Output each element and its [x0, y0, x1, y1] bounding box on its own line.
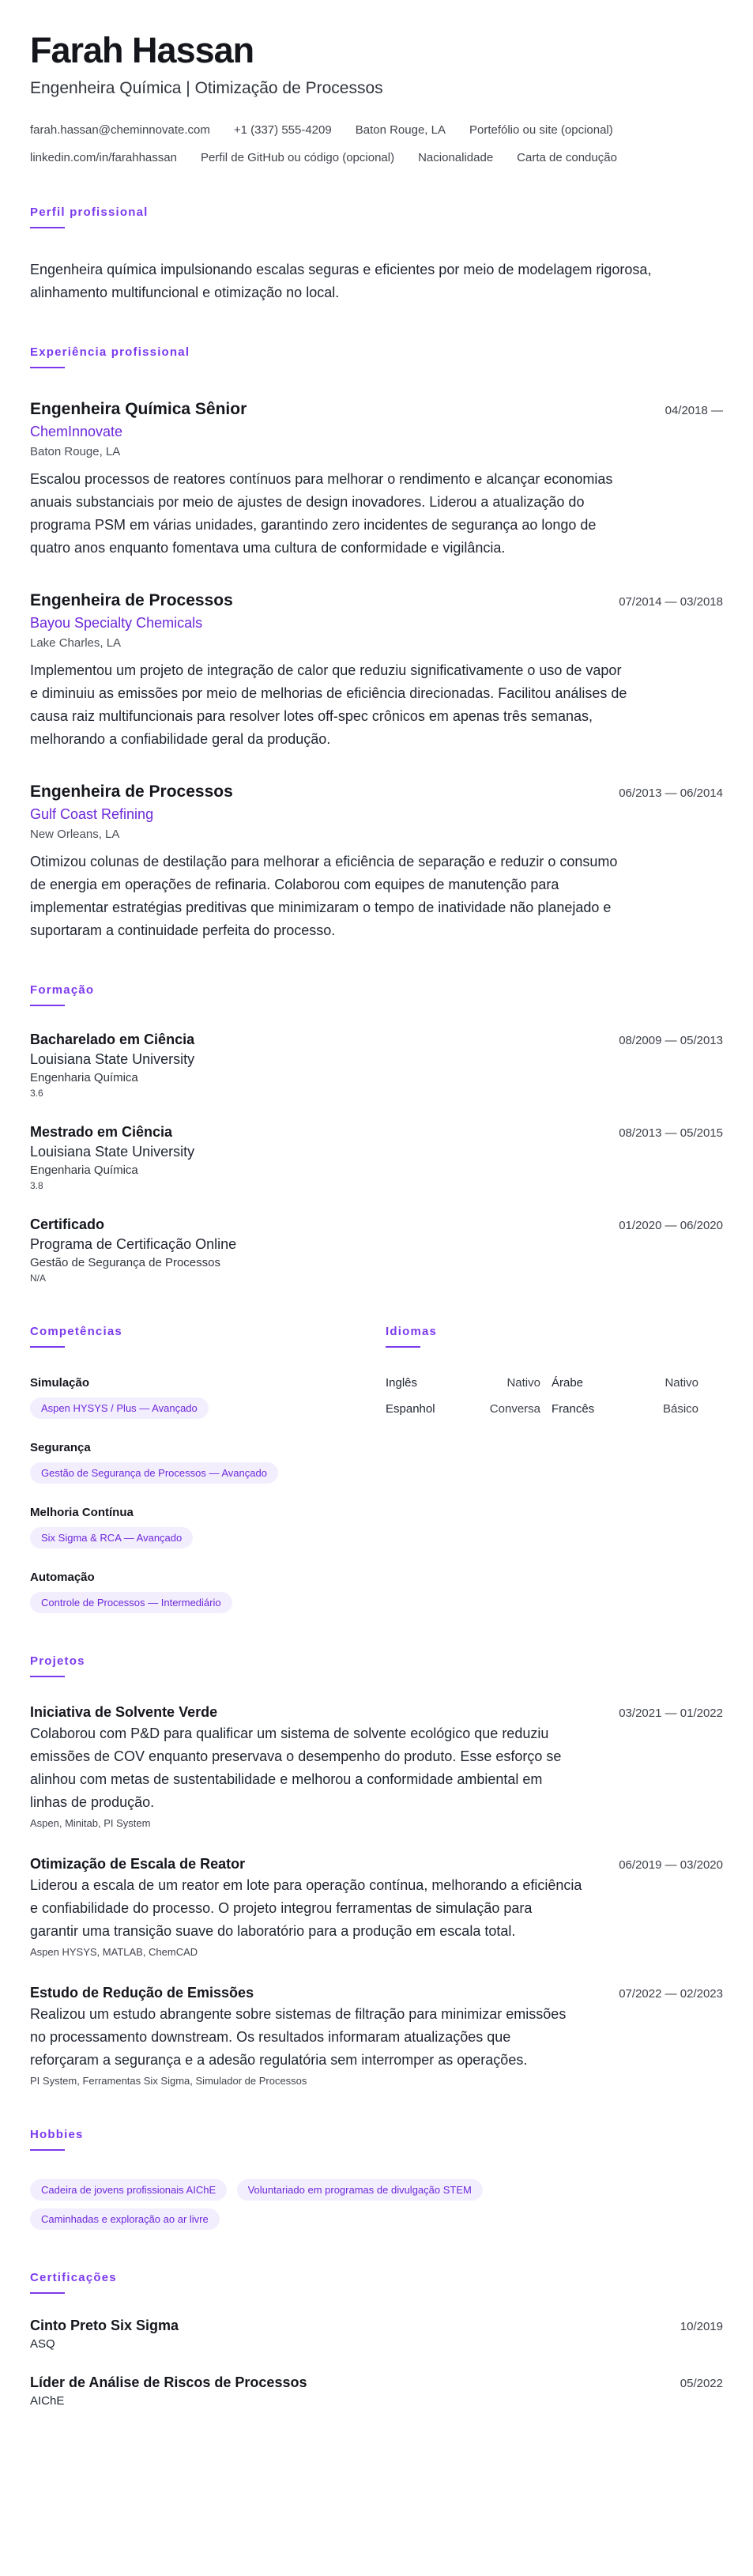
certification-date: 05/2022: [680, 2377, 723, 2390]
skill-pill: Gestão de Segurança de Processos — Avançado: [30, 1462, 278, 1484]
hobby-pill: Voluntariado em programas de divulgação STEM: [237, 2179, 483, 2201]
company-name: ChemInnovate: [30, 424, 123, 439]
certification-date: 10/2019: [680, 2320, 723, 2333]
section-divider: [30, 2149, 65, 2151]
certification-issuer: AIChE: [30, 2394, 65, 2408]
language-level: Nativo: [665, 1376, 698, 1390]
contact-nationality: Nacionalidade: [418, 151, 494, 164]
skill-category: Melhoria Contínua: [30, 1506, 134, 1519]
job-description: Otimizou colunas de destilação para melhorar a eficiência de separação e reduzir o consumo de energia em operações de refinaria. Colaborou com equipes de manutenção para implementar estratégias preditivas que minimizaram o tempo de inatividade não planejado e suportaram a continuidade perfeita do processo.: [30, 854, 618, 938]
hobbies-list: [30, 2171, 631, 2230]
section-title-experience: Experiência profissional: [30, 345, 190, 359]
section-divider: [30, 367, 65, 368]
project-description: Realizou um estudo abrangente sobre sistemas de filtração para minimizar emissões no processamento downstream. Os resultados informaram atualizações que reforçaram a segurança e a adesão regulatória sem interromper as operações.: [30, 2006, 567, 2068]
project-dates: 07/2022 — 02/2023: [619, 1987, 723, 2001]
section-divider: [30, 1005, 65, 1006]
section-title-summary: Perfil profissional: [30, 206, 149, 219]
project-tools: PI System, Ferramentas Six Sigma, Simulador de Processos: [30, 2075, 307, 2087]
skills-languages-row: [30, 1325, 723, 1613]
resume-header: [30, 30, 723, 164]
hobby-pill: Caminhadas e exploração ao ar livre: [30, 2208, 220, 2230]
project-item: [30, 1704, 723, 1829]
certification-title: Líder de Análise de Riscos de Processos: [30, 2374, 307, 2390]
summary-text: Engenheira química impulsionando escalas seguras e eficientes por meio de modelagem rigorosa, alinhamento multifuncional e otimização no local.: [30, 262, 652, 300]
field-of-study: Gestão de Segurança de Processos: [30, 1256, 220, 1269]
project-tools: Aspen, Minitab, PI System: [30, 1817, 151, 1829]
contact-email[interactable]: farah.hassan@cheminnovate.com: [30, 123, 210, 137]
section-title-hobbies: Hobbies: [30, 2128, 84, 2141]
project-description: Colaborou com P&D para qualificar um sistema de solvente ecológico que reduziu emissões de COV enquanto preservava o desempenho do produto. Esse esforço se alinhou com metas de sustentabilidade e melhorou a conformidade ambiental em linhas de produção.: [30, 1726, 562, 1810]
job-location: New Orleans, LA: [30, 828, 120, 841]
project-title: Iniciativa de Solvente Verde: [30, 1704, 218, 1720]
education-dates: 08/2013 — 05/2015: [619, 1126, 723, 1140]
language-name: Francês: [552, 1402, 595, 1416]
contact-github[interactable]: Perfil de GitHub ou código (opcional): [200, 151, 395, 164]
skill-pill: Controle de Processos — Intermediário: [30, 1592, 232, 1613]
job-title: Engenheira de Processos: [30, 783, 233, 801]
hobbies-section: [30, 2128, 723, 2230]
job-dates: 06/2013 — 06/2014: [619, 786, 723, 800]
language-name: Árabe: [552, 1376, 584, 1390]
job-dates: 07/2014 — 03/2018: [619, 595, 723, 609]
job-title: Engenheira Química Sênior: [30, 400, 247, 418]
grade: 3.8: [30, 1180, 43, 1191]
certification-title: Cinto Preto Six Sigma: [30, 2318, 179, 2333]
section-title-languages: Idiomas: [386, 1325, 438, 1338]
section-divider: [30, 2292, 65, 2294]
degree-title: Mestrado em Ciência: [30, 1124, 173, 1140]
section-divider: [30, 1346, 65, 1348]
education-item: [30, 1216, 723, 1284]
language-level: Conversa: [489, 1402, 540, 1416]
company-name: Gulf Coast Refining: [30, 806, 154, 822]
project-title: Estudo de Redução de Emissões: [30, 1985, 254, 2001]
job-description: Implementou um projeto de integração de calor que reduziu significativamente o uso de vapor e diminuiu as emissões por meio de melhorias de eficiência direcionadas. Facilitou análises de causa raiz multifuncionais para resolver lotes off-spec crônicos em apenas três semanas, melhorando a confiabilidade geral da produção.: [30, 662, 627, 747]
contact-list: [30, 123, 710, 164]
education-item: [30, 1124, 723, 1191]
certification-item: [30, 2318, 723, 2351]
contact-phone[interactable]: +1 (337) 555-4209: [233, 123, 332, 137]
contact-location: Baton Rouge, LA: [355, 123, 446, 137]
languages-grid: [386, 1376, 713, 1416]
field-of-study: Engenharia Química: [30, 1071, 138, 1084]
job-title: Engenheira de Processos: [30, 591, 233, 609]
project-dates: 06/2019 — 03/2020: [619, 1858, 723, 1872]
degree-title: Bacharelado em Ciência: [30, 1032, 195, 1047]
experience-item: [30, 591, 723, 751]
candidate-name: Farah Hassan: [30, 30, 254, 70]
section-title-education: Formação: [30, 983, 95, 997]
field-of-study: Engenharia Química: [30, 1164, 138, 1177]
education-dates: 01/2020 — 06/2020: [619, 1219, 723, 1232]
experience-item: [30, 783, 723, 942]
skill-pill: Aspen HYSYS / Plus — Avançado: [30, 1397, 209, 1419]
language-name: Espanhol: [386, 1402, 435, 1416]
section-title-projects: Projetos: [30, 1654, 85, 1668]
experience-section: [30, 345, 723, 942]
school-name: Louisiana State University: [30, 1144, 195, 1160]
company-name: Bayou Specialty Chemicals: [30, 615, 203, 631]
project-description: Liderou a escala de um reator em lote para operação contínua, melhorando a eficiência e confiabilidade do processo. O projeto integrou ferramentas de simulação para garantir uma transição suave do laboratório para a produção em escala total.: [30, 1877, 582, 1939]
skill-category: Simulação: [30, 1376, 90, 1390]
languages-section: [386, 1325, 713, 1613]
certifications-section: [30, 2271, 723, 2408]
education-section: [30, 983, 723, 1284]
education-item: [30, 1032, 723, 1099]
job-location: Lake Charles, LA: [30, 636, 122, 650]
project-dates: 03/2021 — 01/2022: [619, 1707, 723, 1720]
section-divider: [386, 1346, 420, 1348]
section-title-skills: Competências: [30, 1325, 122, 1338]
skills-section: [30, 1325, 386, 1613]
language-name: Inglês: [386, 1376, 418, 1390]
project-item: [30, 1985, 723, 2087]
education-dates: 08/2009 — 05/2013: [619, 1034, 723, 1047]
skill-category: Automação: [30, 1571, 95, 1584]
skill-pill: Six Sigma & RCA — Avançado: [30, 1527, 193, 1548]
degree-title: Certificado: [30, 1216, 105, 1232]
grade: 3.6: [30, 1088, 43, 1099]
grade: N/A: [30, 1273, 47, 1284]
candidate-headline: Engenheira Química | Otimização de Processos: [30, 79, 383, 97]
hobby-pill: Cadeira de jovens profissionais AIChE: [30, 2179, 227, 2201]
projects-section: [30, 1654, 723, 2087]
contact-portfolio[interactable]: Portefólio ou site (opcional): [469, 123, 613, 137]
certification-item: [30, 2374, 723, 2408]
project-tools: Aspen HYSYS, MATLAB, ChemCAD: [30, 1946, 198, 1958]
section-divider: [30, 1676, 65, 1677]
language-level: Básico: [662, 1402, 698, 1416]
job-dates: 04/2018 —: [665, 404, 723, 417]
section-divider: [30, 227, 65, 228]
school-name: Programa de Certificação Online: [30, 1236, 237, 1252]
project-item: [30, 1856, 723, 1958]
job-description: Escalou processos de reatores contínuos para melhorar o rendimento e alcançar economias anuais substanciais por meio de ajustes de design inovadores. Liderou a atualização do programa PSM em várias unidades, garantindo zero incidentes de segurança ao longo de quatro anos enquanto fomentava uma cultura de conformidade e vigilância.: [30, 471, 613, 556]
certification-issuer: ASQ: [30, 2337, 55, 2351]
contact-linkedin[interactable]: linkedin.com/in/farahhassan: [30, 151, 177, 164]
job-location: Baton Rouge, LA: [30, 445, 121, 458]
project-title: Otimização de Escala de Reator: [30, 1856, 246, 1872]
summary-section: [30, 206, 723, 304]
experience-item: [30, 400, 723, 560]
contact-driving-license: Carta de condução: [517, 151, 617, 164]
school-name: Louisiana State University: [30, 1051, 195, 1067]
skill-category: Segurança: [30, 1441, 91, 1454]
language-level: Nativo: [506, 1376, 540, 1390]
section-title-certifications: Certificações: [30, 2271, 117, 2284]
